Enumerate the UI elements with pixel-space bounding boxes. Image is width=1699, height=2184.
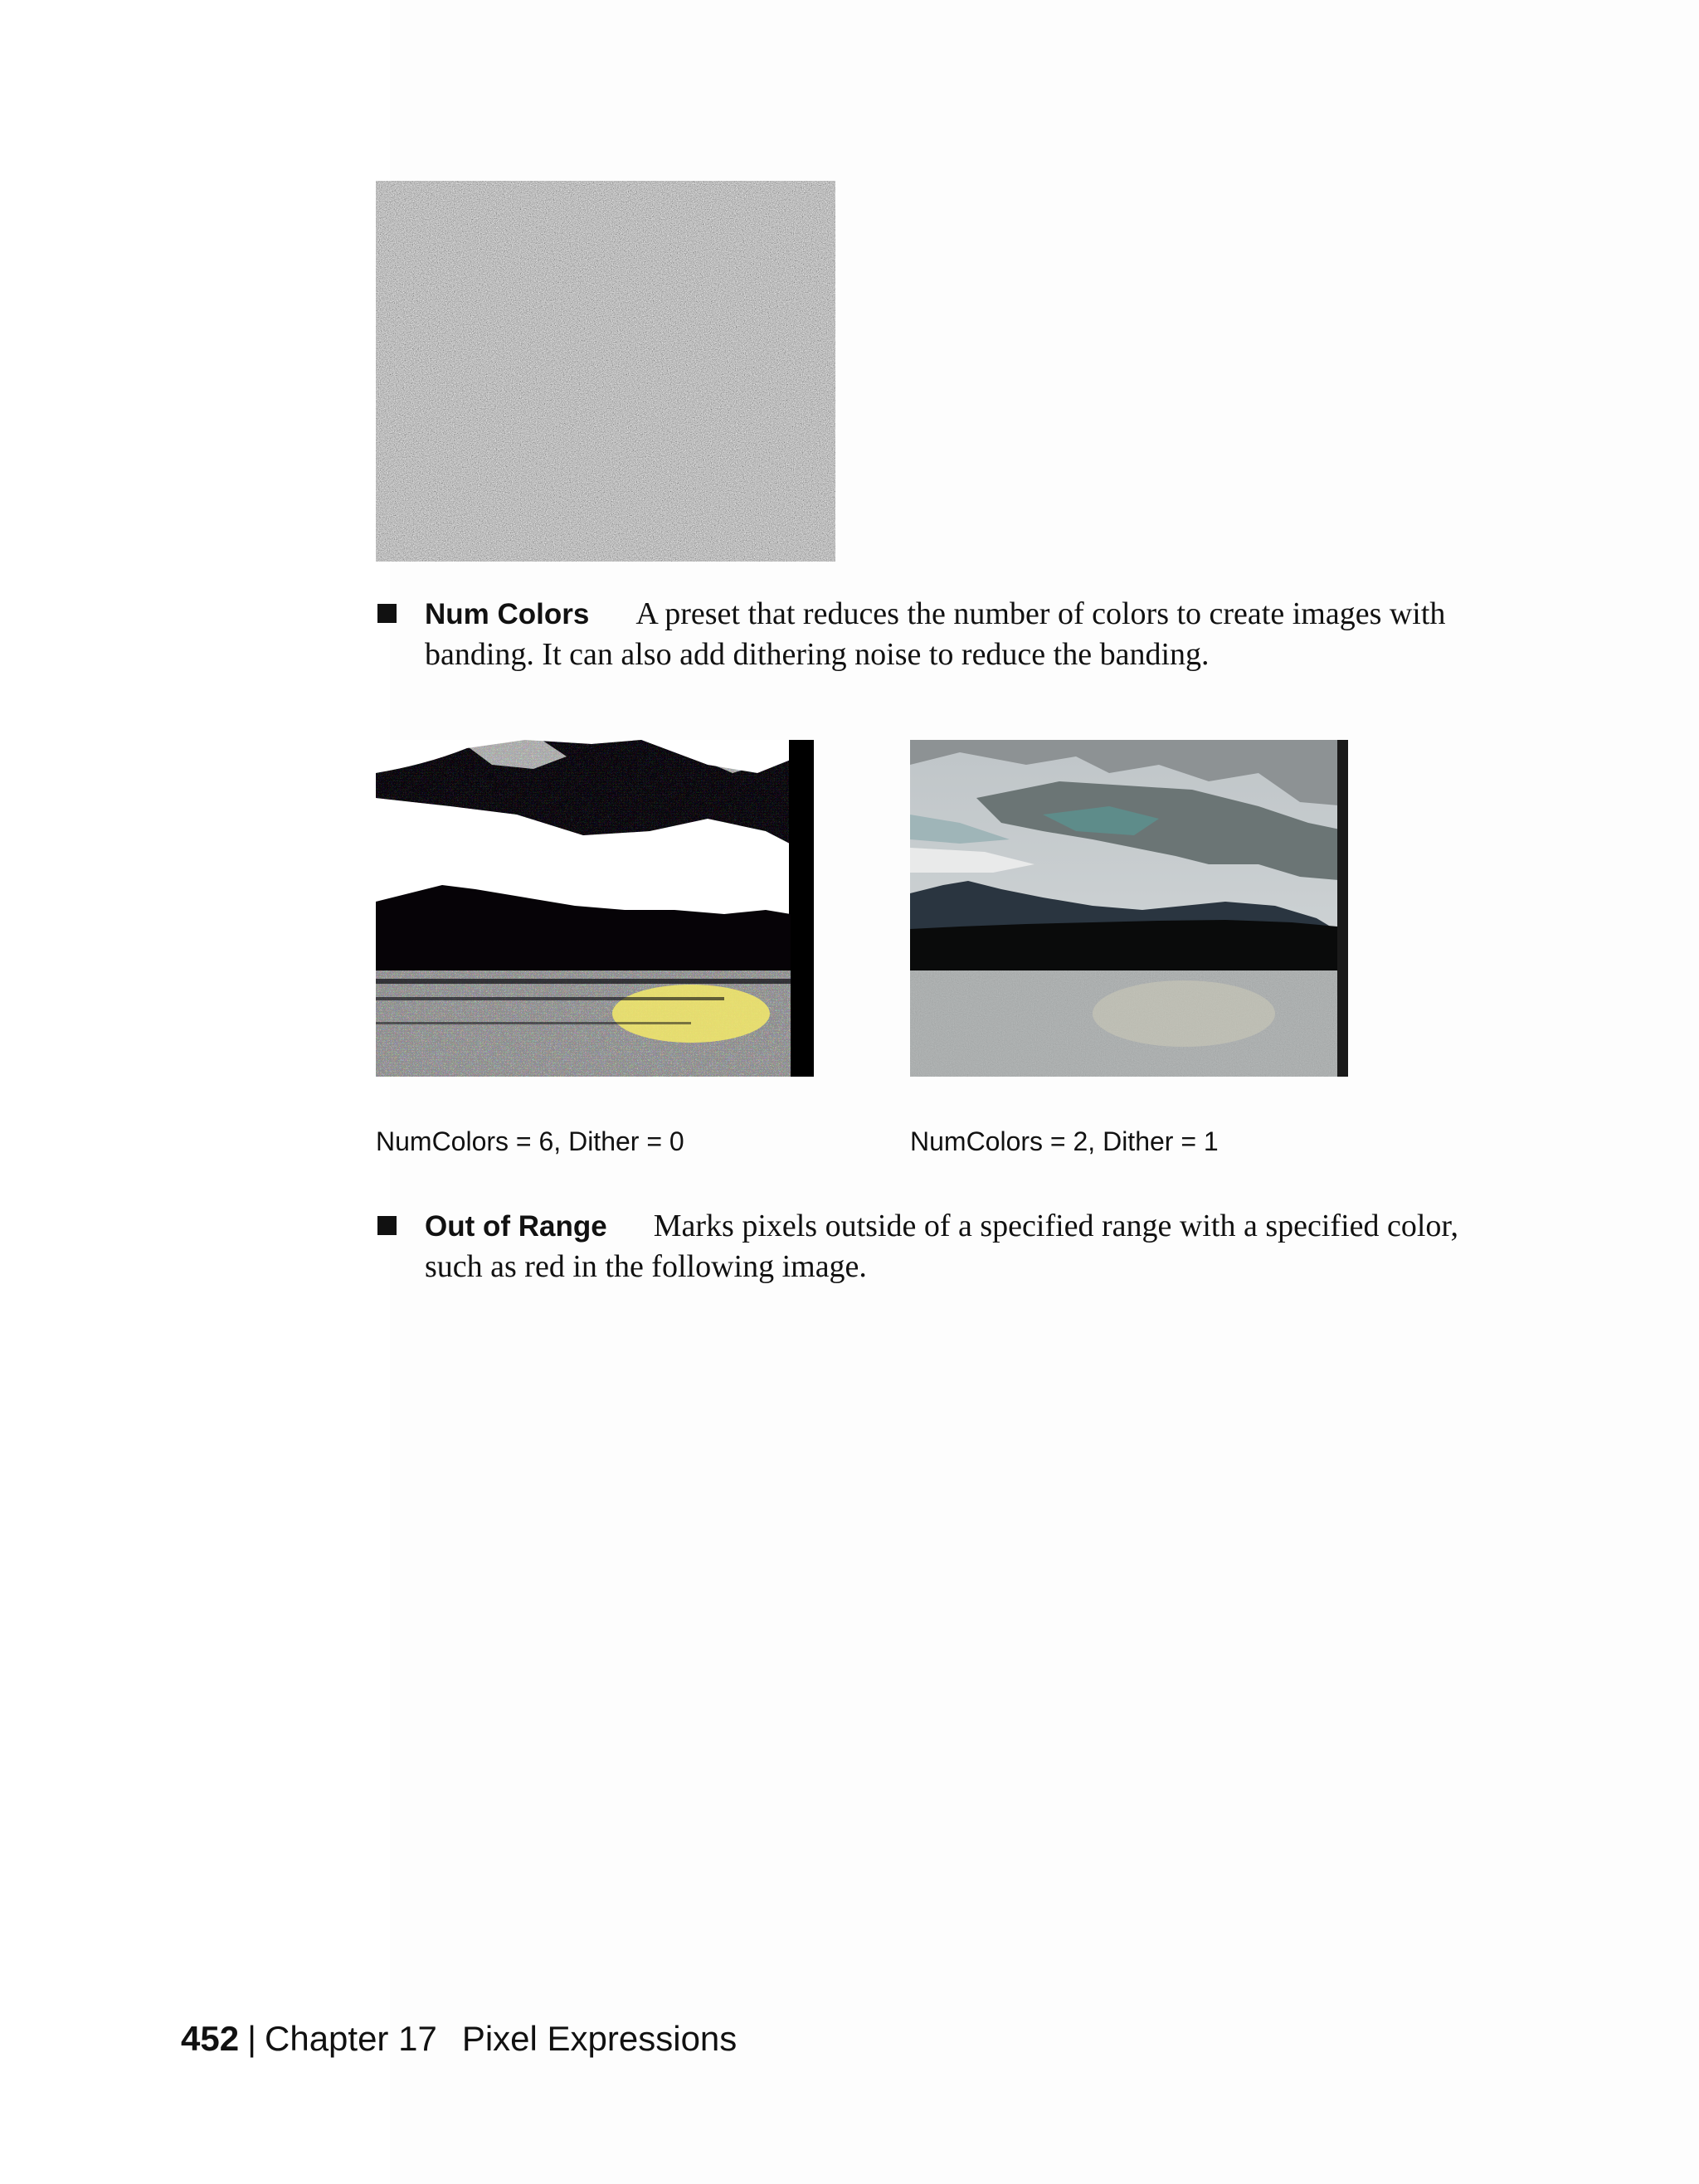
chapter-title: Pixel Expressions	[461, 2019, 738, 2058]
bullet-term: Out of Range	[425, 1210, 607, 1243]
landscape-numcolors-2-image	[910, 740, 1348, 1077]
bullet-square-icon	[377, 604, 397, 623]
bullet-out-of-range	[377, 1206, 1473, 1287]
caption-numcolors-2: NumColors = 2, Dither = 1	[910, 1126, 1219, 1156]
bullet-text: A preset that reduces the number of colors to create images with banding. It can also add dithering noise to reduce the banding.	[425, 596, 1446, 672]
caption-numcolors-6: NumColors = 6, Dither = 0	[376, 1126, 684, 1156]
footer-separator: |	[247, 2019, 256, 2058]
bullet-square-icon	[377, 1216, 397, 1235]
noise-texture-image	[376, 181, 835, 562]
bullet-text: Marks pixels outside of a specified range with a specified color, such as red in the following image.	[425, 1209, 1459, 1284]
bullet-term: Num Colors	[425, 598, 590, 630]
landscape-numcolors-6-image	[376, 740, 814, 1077]
page-number: 452	[181, 2019, 240, 2058]
chapter-label: Chapter 17	[265, 2019, 437, 2058]
bullet-num-colors	[377, 594, 1473, 674]
page-footer	[181, 2017, 737, 2060]
